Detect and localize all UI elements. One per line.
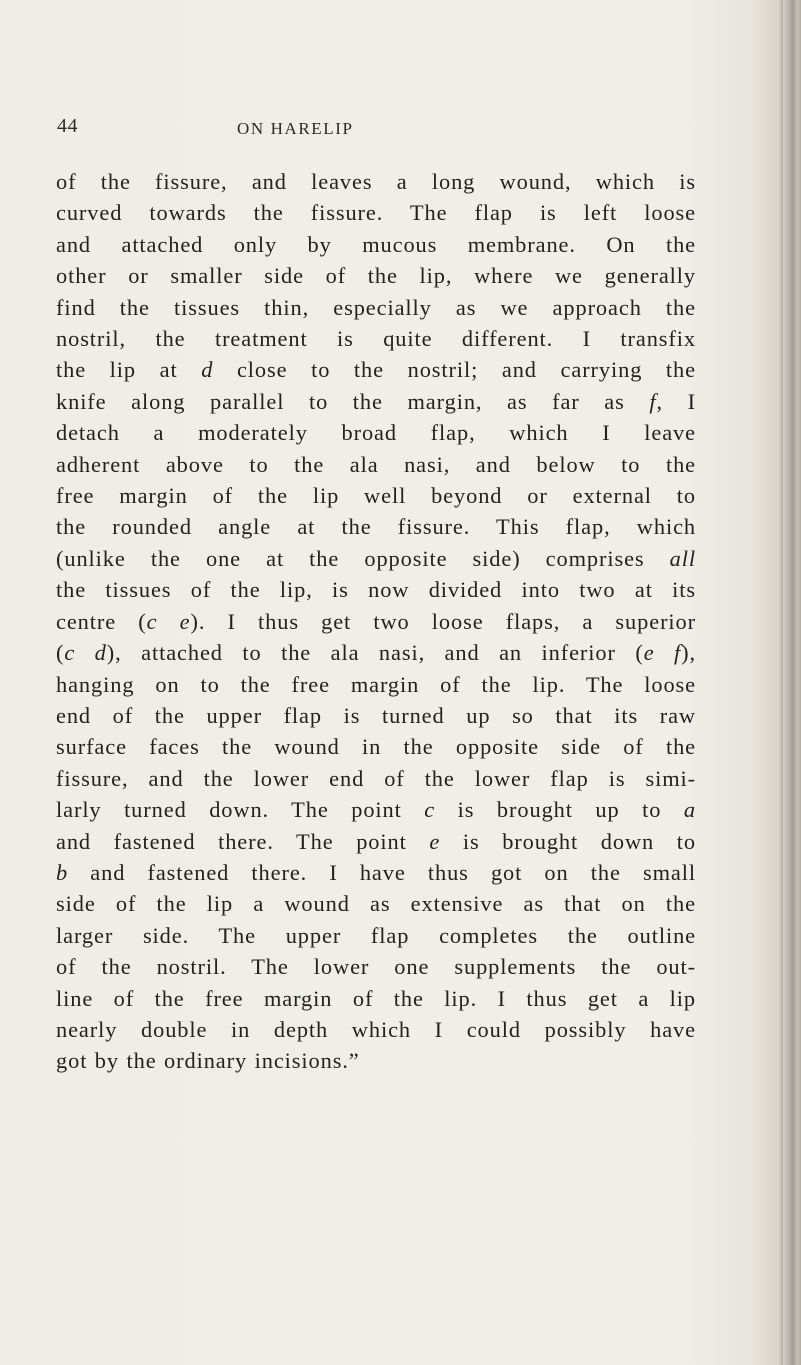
text-line: line of the free margin of the lip. I thus get a lip — [56, 985, 696, 1011]
italic-word: all — [669, 545, 696, 571]
text-run: ). I thus get two loose flaps, a superior — [190, 608, 696, 634]
text-line: nearly double in depth which I could possibly have — [56, 1016, 696, 1042]
text-line: the tissues of the lip, is now divided into two at its — [56, 577, 696, 603]
text-run: larly turned down. The point — [56, 797, 425, 823]
body-paragraph — [56, 166, 696, 1077]
text-line: side of the lip a wound as extensive as that on the — [56, 891, 696, 917]
italic-letter: e — [429, 828, 441, 854]
text-run: the lip at — [56, 357, 202, 383]
text-line: adherent above to the ala nasi, and below to the — [56, 451, 696, 477]
text-line — [56, 637, 696, 668]
text-run: ( — [56, 640, 65, 666]
text-line: curved towards the fissure. The flap is left loose — [56, 200, 696, 226]
text-line: fissure, and the lower end of the lower flap is simi- — [56, 765, 696, 791]
text-line — [56, 543, 696, 574]
text-line — [56, 857, 696, 888]
text-line: find the tissues thin, especially as we approach the — [56, 294, 696, 320]
italic-letter: b — [56, 859, 69, 885]
text-line: larger side. The upper flap completes the outline — [56, 922, 696, 948]
text-run: is brought up to — [435, 797, 684, 823]
text-line: detach a moderately broad flap, which I leave — [56, 420, 696, 446]
text-run: and fastened there. The point — [56, 828, 430, 854]
text-line — [56, 354, 696, 385]
text-run: (unlike the one at the opposite side) comprises — [56, 545, 670, 571]
text-line: and attached only by mucous membrane. On the — [56, 231, 696, 257]
text-run: is brought down to — [440, 828, 696, 854]
italic-letters: c d — [64, 640, 107, 666]
text-line — [56, 794, 696, 825]
text-line: of the fissure, and leaves a long wound, which is — [56, 169, 696, 194]
page-number: 44 — [57, 115, 78, 137]
italic-letters: e f — [643, 640, 682, 666]
running-title: ON HARELIP — [237, 119, 354, 138]
text-run: ), — [681, 640, 696, 666]
text-line: the rounded angle at the fissure. This flap, which — [56, 514, 696, 540]
text-run: close to the nostril; and carrying the — [213, 357, 696, 383]
text-line — [56, 606, 696, 637]
italic-letter: c — [424, 797, 436, 823]
text-line — [56, 826, 696, 857]
italic-letter: a — [683, 797, 696, 823]
text-run: knife along parallel to the margin, as far as — [56, 388, 650, 414]
page-edge-strip — [783, 0, 801, 1365]
text-run: ), attached to the ala nasi, and an inferior ( — [106, 640, 644, 666]
text-line: surface faces the wound in the opposite side of the — [56, 734, 696, 760]
text-line: hanging on to the free margin of the lip. The loose — [56, 671, 696, 697]
text-line: of the nostril. The lower one supplements the out- — [56, 954, 696, 980]
italic-letter: f — [649, 388, 657, 414]
italic-letter: d — [201, 357, 214, 383]
running-head — [57, 115, 697, 145]
italic-letters: c e — [146, 608, 191, 634]
text-run: centre ( — [56, 608, 147, 634]
text-run: and fastened there. I have thus got on the small — [68, 859, 696, 885]
text-line: end of the upper flap is turned up so that its raw — [56, 702, 696, 728]
text-line: free margin of the lip well beyond or external to — [56, 483, 696, 509]
text-line: nostril, the treatment is quite different. I transfix — [56, 326, 696, 352]
text-line — [56, 386, 696, 417]
text-line: got by the ordinary incisions.” — [56, 1048, 360, 1074]
text-run: , I — [656, 388, 696, 414]
text-line: other or smaller side of the lip, where we generally — [56, 263, 696, 289]
